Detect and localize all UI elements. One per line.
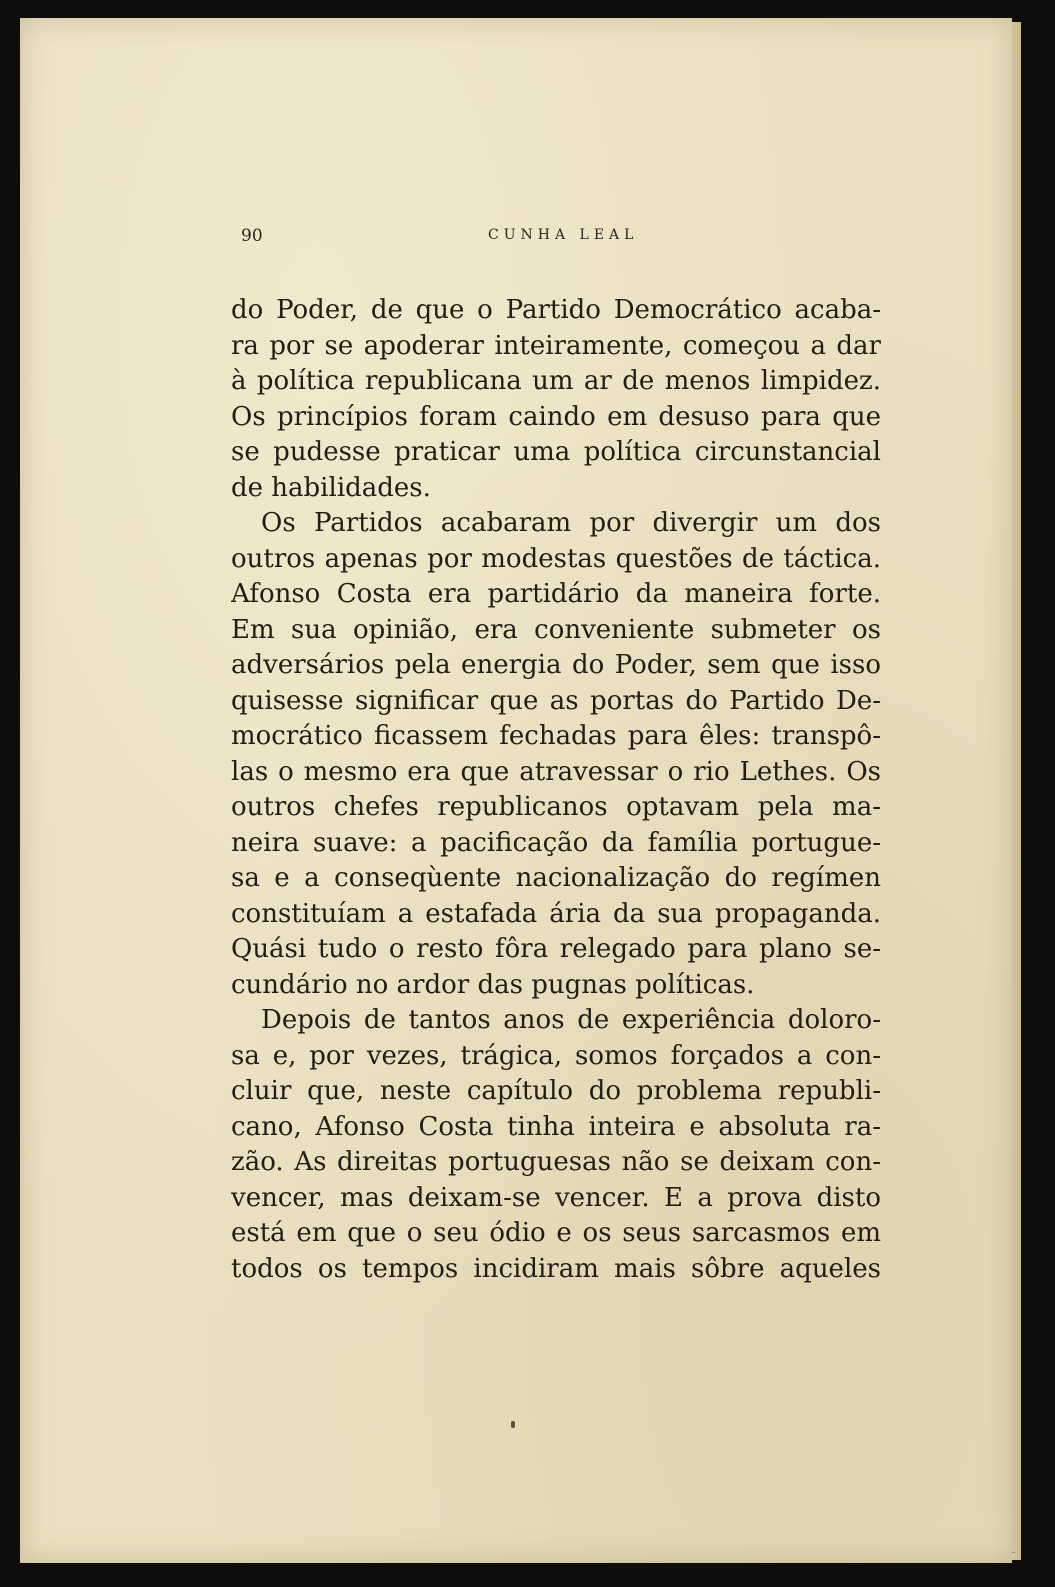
ink-speck <box>511 1421 515 1428</box>
text-line: Em sua opinião, era conveniente submeter os <box>231 614 881 645</box>
text-line: adversários pela energia do Poder, sem que isso <box>231 650 881 680</box>
text-line: cundário no ardor das pugnas políticas. <box>231 969 755 1000</box>
text-line: constituíam a estafada ária da sua propaganda. <box>231 898 881 929</box>
text-line: cluir que, neste capítulo do problema republi- <box>231 1076 881 1106</box>
text-line: Quási tudo o resto fôra relegado para plano se- <box>231 934 881 964</box>
text-line: zão. As direitas portuguesas não se deixam con- <box>231 1147 881 1177</box>
text-line: mocrático ficassem fechadas para êles: transpô- <box>231 721 881 751</box>
text-line: se pudesse praticar uma política circunstancial <box>231 437 881 467</box>
text-line: sa e a conseqùente nacionalização do regímen <box>231 863 881 893</box>
text-line: outros apenas por modestas questões de táctica. <box>231 543 881 574</box>
text-line: está em que o seu ódio e os seus sarcasmos em <box>231 1218 881 1248</box>
text-line: neira suave: a pacificação da família portugue- <box>231 827 881 858</box>
text-line: todos os tempos incidiram mais sôbre aqueles <box>231 1253 881 1284</box>
text-line: outros chefes republicanos optavam pela ma- <box>231 792 881 822</box>
text-line: sa e, por vezes, trágica, somos forçados a con- <box>231 1040 881 1071</box>
book-page <box>20 18 1012 1563</box>
text-line: ra por se apoderar inteiramente, começou a dar <box>231 330 881 361</box>
running-head-title: CUNHA LEAL <box>488 227 639 243</box>
text-line: à política republicana um ar de menos limpidez. <box>231 366 881 396</box>
text-line: cano, Afonso Costa tinha inteira e absoluta ra- <box>231 1111 881 1142</box>
running-head <box>20 226 1012 246</box>
text-line: las o mesmo era que atravessar o rio Lethes. Os <box>231 756 881 787</box>
text-line: do Poder, de que o Partido Democrático acaba- <box>231 295 881 325</box>
text-line: vencer, mas deixam-se vencer. E a prova disto <box>231 1182 881 1213</box>
text-line: Os Partidos acabaram por divergir um dos <box>261 508 881 538</box>
text-line: de habilidades. <box>231 472 431 503</box>
text-line: Depois de tantos anos de experiência doloro- <box>261 1005 881 1035</box>
page-number: 90 <box>241 226 263 246</box>
text-line: quisesse significar que as portas do Partido De- <box>231 685 881 716</box>
body-text <box>231 293 881 1287</box>
text-line: Os princípios foram caindo em desuso para que <box>231 401 881 432</box>
text-line: Afonso Costa era partidário da maneira forte. <box>231 579 881 609</box>
